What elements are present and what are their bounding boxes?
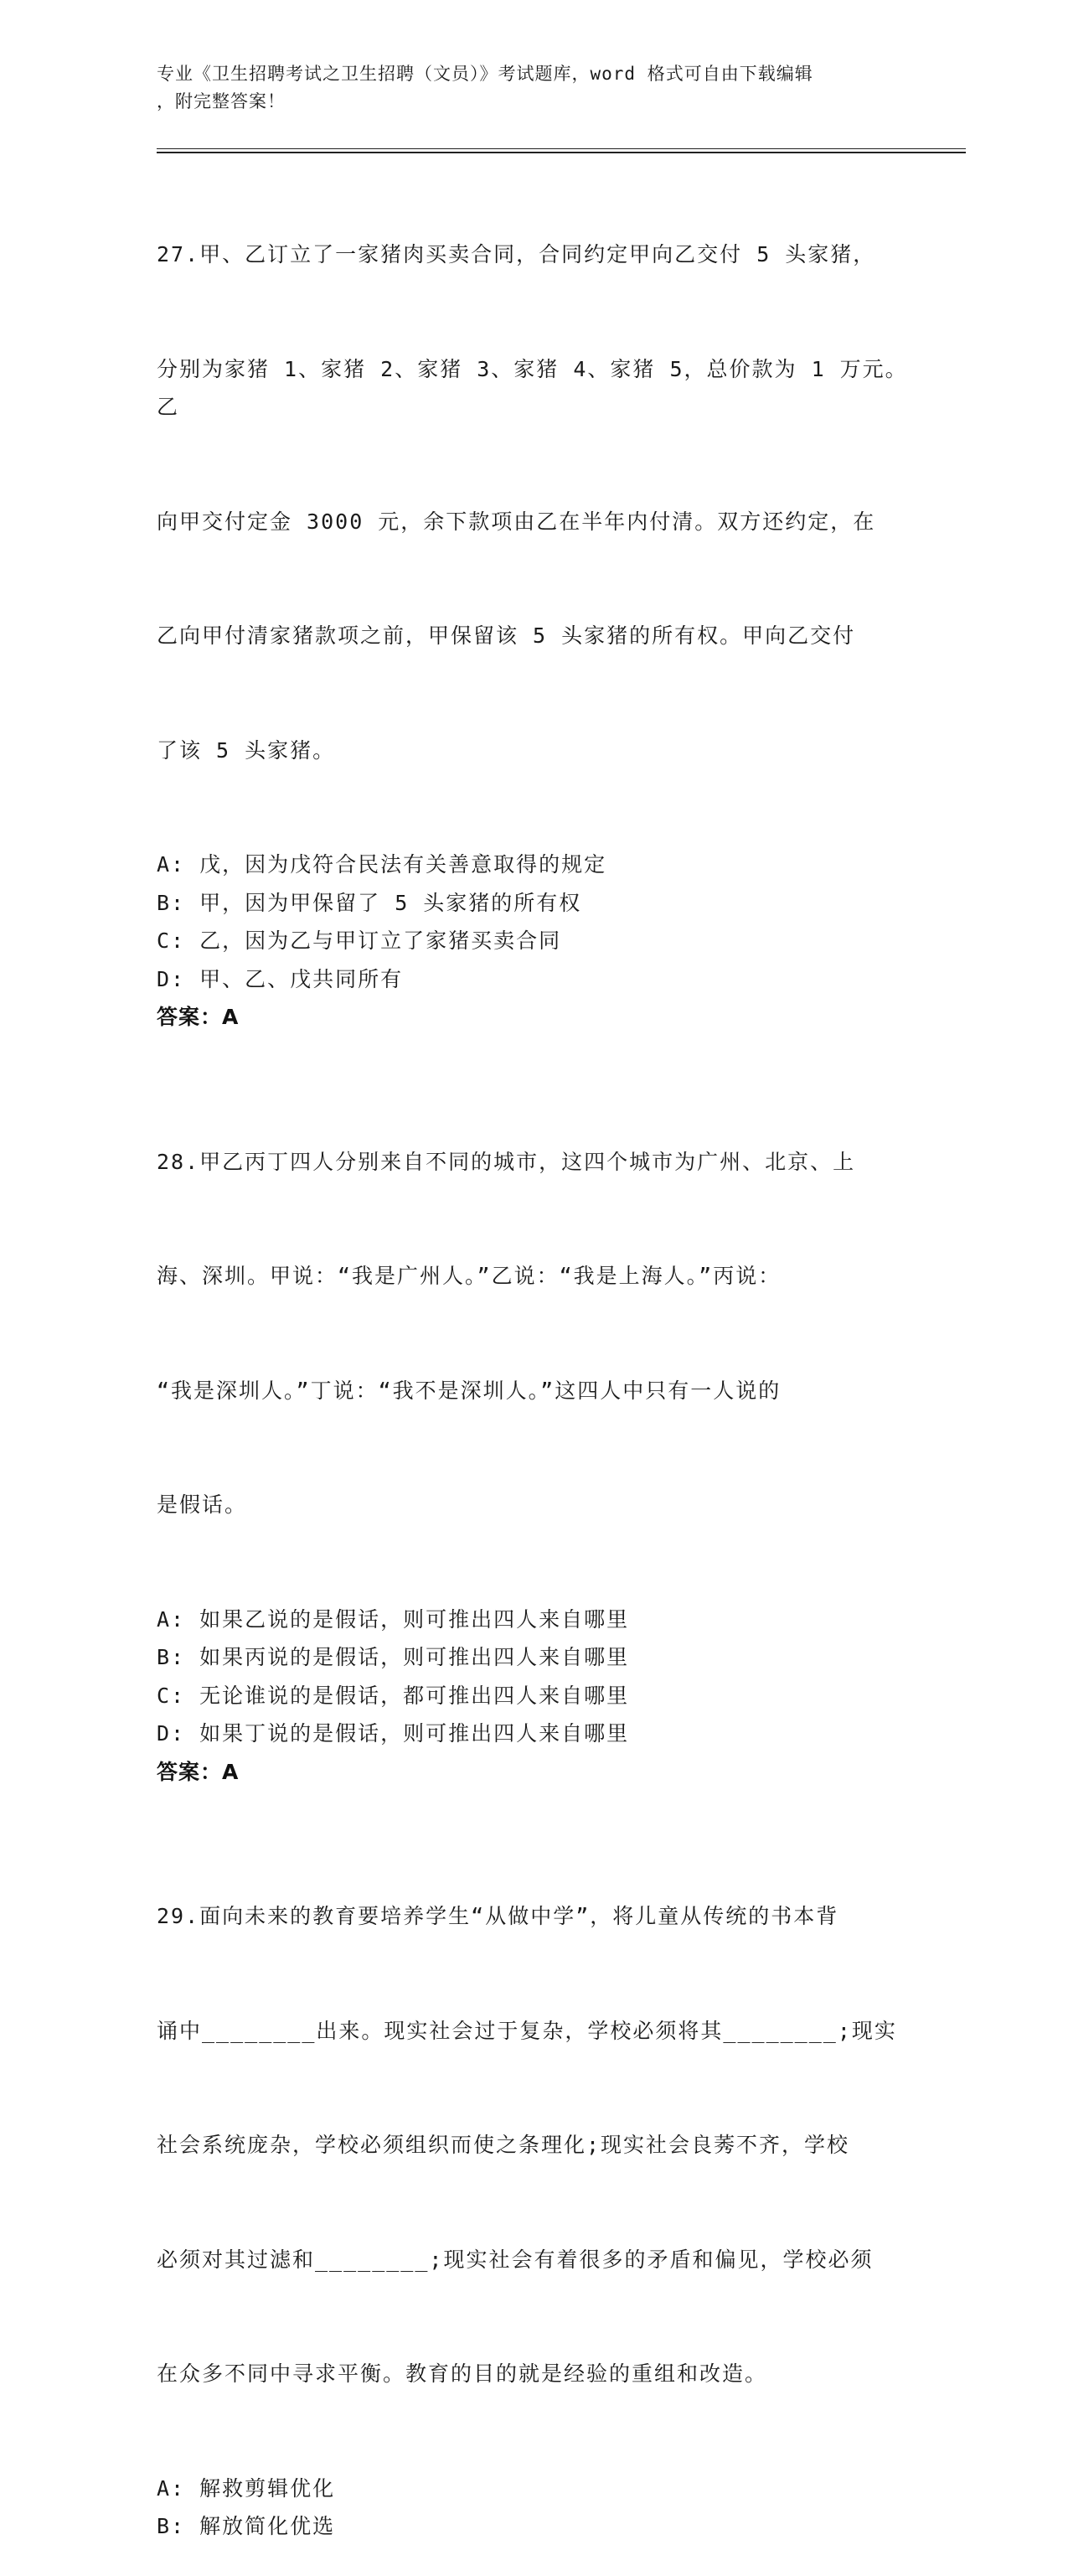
question-stem [157,159,911,846]
header-line-2: ，附完整答案！ [157,91,286,111]
option-a: A: 戊，因为戊符合民法有关善意取得的规定 [157,852,607,877]
question-stem [157,1821,911,2470]
stem-line: 社会系统庞杂，学校必须组织而使之条理化;现实社会良莠不齐，学校 [157,2133,850,2157]
stem-line: 是假话。 [157,1492,248,1517]
question-29 [157,1821,911,2546]
stem-line: 诵中________出来。现实社会过于复杂，学校必须将其________;现实 [157,2018,897,2043]
option-d: D: 如果丁说的是假话，则可推出四人来自哪里 [157,1721,630,1746]
stem-line: 乙向甲付清家猪款项之前，甲保留该 5 头家猪的所有权。甲向乙交付 [157,623,856,648]
question-stem [157,1067,911,1601]
answer-label: 答案：A [157,1005,240,1029]
document-header [157,60,894,116]
option-c: C: 无论谁说的是假话，都可推出四人来自哪里 [157,1683,630,1708]
header-divider-thin [157,148,966,149]
header-divider-thick [157,152,966,153]
stem-line: 向甲交付定金 3000 元，余下款项由乙在半年内付清。双方还约定，在 [157,509,876,534]
stem-line: 27.甲、乙订立了一家猪肉买卖合同，合同约定甲向乙交付 5 头家猪， [157,242,876,266]
question-28 [157,1067,911,1792]
stem-line: 在众多不同中寻求平衡。教育的目的就是经验的重组和改造。 [157,2361,768,2386]
stem-line: 了该 5 头家猪。 [157,737,336,763]
option-b: B: 甲，因为甲保留了 5 头家猪的所有权 [157,890,582,915]
answer-label: 答案：A [157,1759,240,1784]
question-27 [157,159,911,1037]
stem-line: “我是深圳人。”丁说：“我不是深圳人。”这四人中只有一人说的 [157,1378,782,1403]
stem-line: 必须对其过滤和________;现实社会有着很多的矛盾和偏见，学校必须 [157,2247,874,2272]
stem-line: 28.甲乙丙丁四人分别来自不同的城市，这四个城市为广州、北京、上 [157,1149,856,1174]
option-b: B: 如果丙说的是假话，则可推出四人来自哪里 [157,1645,630,1669]
header-line-1: 专业《卫生招聘考试之卫生招聘（文员）》考试题库，word 格式可自由下载编辑 [157,64,813,84]
option-a: A: 解救剪辑优化 [157,2475,336,2501]
stem-line: 海、深圳。甲说：“我是广州人。”乙说：“我是上海人。”丙说： [157,1264,782,1288]
option-d: D: 甲、乙、戊共同所有 [157,966,404,991]
question-list [157,159,911,2576]
option-c: C: 乙，因为乙与甲订立了家猪买卖合同 [157,928,562,953]
stem-line: 29.面向未来的教育要培养学生“从做中学”，将儿童从传统的书本背 [157,1904,839,1928]
stem-line: 分别为家猪 1、家猪 2、家猪 3、家猪 4、家猪 5，总价款为 1 万元。乙 [157,356,908,419]
option-b: B: 解放简化优选 [157,2514,336,2538]
option-a: A: 如果乙说的是假话，则可推出四人来自哪里 [157,1606,630,1632]
